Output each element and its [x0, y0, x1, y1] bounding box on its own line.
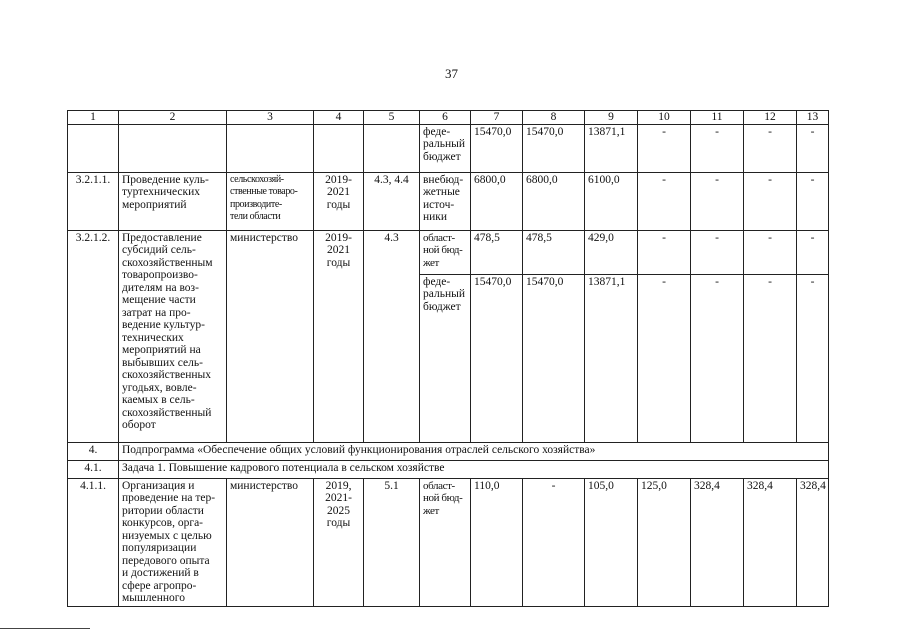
executor: министерство: [227, 230, 314, 442]
value-cell: -: [797, 172, 829, 230]
value-cell: 328,4: [797, 478, 829, 606]
value-cell: 478,5: [523, 230, 585, 274]
subprogram-title: Подпрограмма «Обеспечение общих условий функционирования отраслей сельского хозяйства»: [119, 442, 829, 460]
table-row: [68, 478, 829, 606]
header-cell: 7: [471, 111, 523, 125]
cell-empty: [314, 124, 364, 172]
value-cell: 15470,0: [523, 124, 585, 172]
value-cell: -: [744, 124, 797, 172]
header-cell: 12: [744, 111, 797, 125]
page-number: 37: [445, 66, 458, 81]
value-cell: -: [691, 274, 744, 442]
task-row: [68, 460, 829, 478]
cell-empty: [119, 124, 227, 172]
value-cell: 105,0: [585, 478, 638, 606]
value-cell: 15470,0: [471, 274, 523, 442]
cell-empty: [364, 124, 420, 172]
value-cell: 6100,0: [585, 172, 638, 230]
executor: министерство: [227, 478, 314, 606]
table-row: [68, 124, 829, 172]
cell-empty: [227, 124, 314, 172]
header-cell: 10: [638, 111, 691, 125]
row-number: 4.1.: [68, 460, 119, 478]
value-cell: -: [797, 230, 829, 274]
value-cell: -: [638, 172, 691, 230]
row-number: 4.: [68, 442, 119, 460]
funding-source: област- ной бюд- жет: [420, 230, 471, 274]
header-cell: 13: [797, 111, 829, 125]
budget-table: [67, 110, 829, 607]
header-cell: 2: [119, 111, 227, 125]
header-cell: 11: [691, 111, 744, 125]
value-cell: 328,4: [691, 478, 744, 606]
indicator: 4.3, 4.4: [364, 172, 420, 230]
value-cell: 110,0: [471, 478, 523, 606]
header-row: [68, 111, 829, 125]
subprogram-row: [68, 442, 829, 460]
value-cell: 125,0: [638, 478, 691, 606]
indicator: 5.1: [364, 478, 420, 606]
value-cell: -: [638, 230, 691, 274]
value-cell: -: [744, 274, 797, 442]
row-number: 3.2.1.1.: [68, 172, 119, 230]
value-cell: -: [691, 172, 744, 230]
funding-source: внебюд- жетные источ- ники: [420, 172, 471, 230]
value-cell: -: [744, 172, 797, 230]
value-cell: 15470,0: [523, 274, 585, 442]
activity-name: Предоставление субсидий сель- скохозяйственным товаропроизво- дителям на воз- мещение части затрат на про- ведение культур- технических мероприятий на выбывших сель- скохозяйственных угодьях, вовле- каемых в сель- скохозяйственный оборот: [119, 230, 227, 442]
funding-source: област- ной бюд- жет: [420, 478, 471, 606]
value-cell: -: [691, 124, 744, 172]
value-cell: 13871,1: [585, 124, 638, 172]
table-row: [68, 230, 829, 274]
task-title: Задача 1. Повышение кадрового потенциала в сельском хозяйстве: [119, 460, 829, 478]
value-cell: -: [691, 230, 744, 274]
value-cell: -: [797, 274, 829, 442]
row-number: 3.2.1.2.: [68, 230, 119, 442]
row-number: 4.1.1.: [68, 478, 119, 606]
value-cell: -: [638, 124, 691, 172]
indicator: 4.3: [364, 230, 420, 442]
value-cell: 13871,1: [585, 274, 638, 442]
value-cell: 328,4: [744, 478, 797, 606]
value-cell: 6800,0: [471, 172, 523, 230]
years: 2019, 2021- 2025 годы: [314, 478, 364, 606]
value-cell: -: [638, 274, 691, 442]
header-cell: 5: [364, 111, 420, 125]
header-cell: 4: [314, 111, 364, 125]
value-cell: -: [744, 230, 797, 274]
activity-name: Проведение куль- туртехнических мероприятий: [119, 172, 227, 230]
activity-name: Организация и проведение на тер- ритории области конкурсов, орга- низуемых с целью популяризации передового опыта и достижений в сфере агропро- мышленного: [119, 478, 227, 606]
header-cell: 6: [420, 111, 471, 125]
value-cell: 429,0: [585, 230, 638, 274]
header-cell: 9: [585, 111, 638, 125]
header-cell: 8: [523, 111, 585, 125]
value-cell: -: [797, 124, 829, 172]
years: 2019- 2021 годы: [314, 172, 364, 230]
header-cell: 1: [68, 111, 119, 125]
header-cell: 3: [227, 111, 314, 125]
value-cell: 15470,0: [471, 124, 523, 172]
funding-source: феде- ральный бюджет: [420, 124, 471, 172]
executor: сельскохозяй- ственные товаро- производите- тели области: [227, 172, 314, 230]
value-cell: 478,5: [471, 230, 523, 274]
funding-source: феде- ральный бюджет: [420, 274, 471, 442]
value-cell: -: [523, 478, 585, 606]
value-cell: 6800,0: [523, 172, 585, 230]
cell-empty: [68, 124, 119, 172]
table-row: [68, 172, 829, 230]
years: 2019- 2021 годы: [314, 230, 364, 442]
footer-divider: [0, 628, 90, 629]
